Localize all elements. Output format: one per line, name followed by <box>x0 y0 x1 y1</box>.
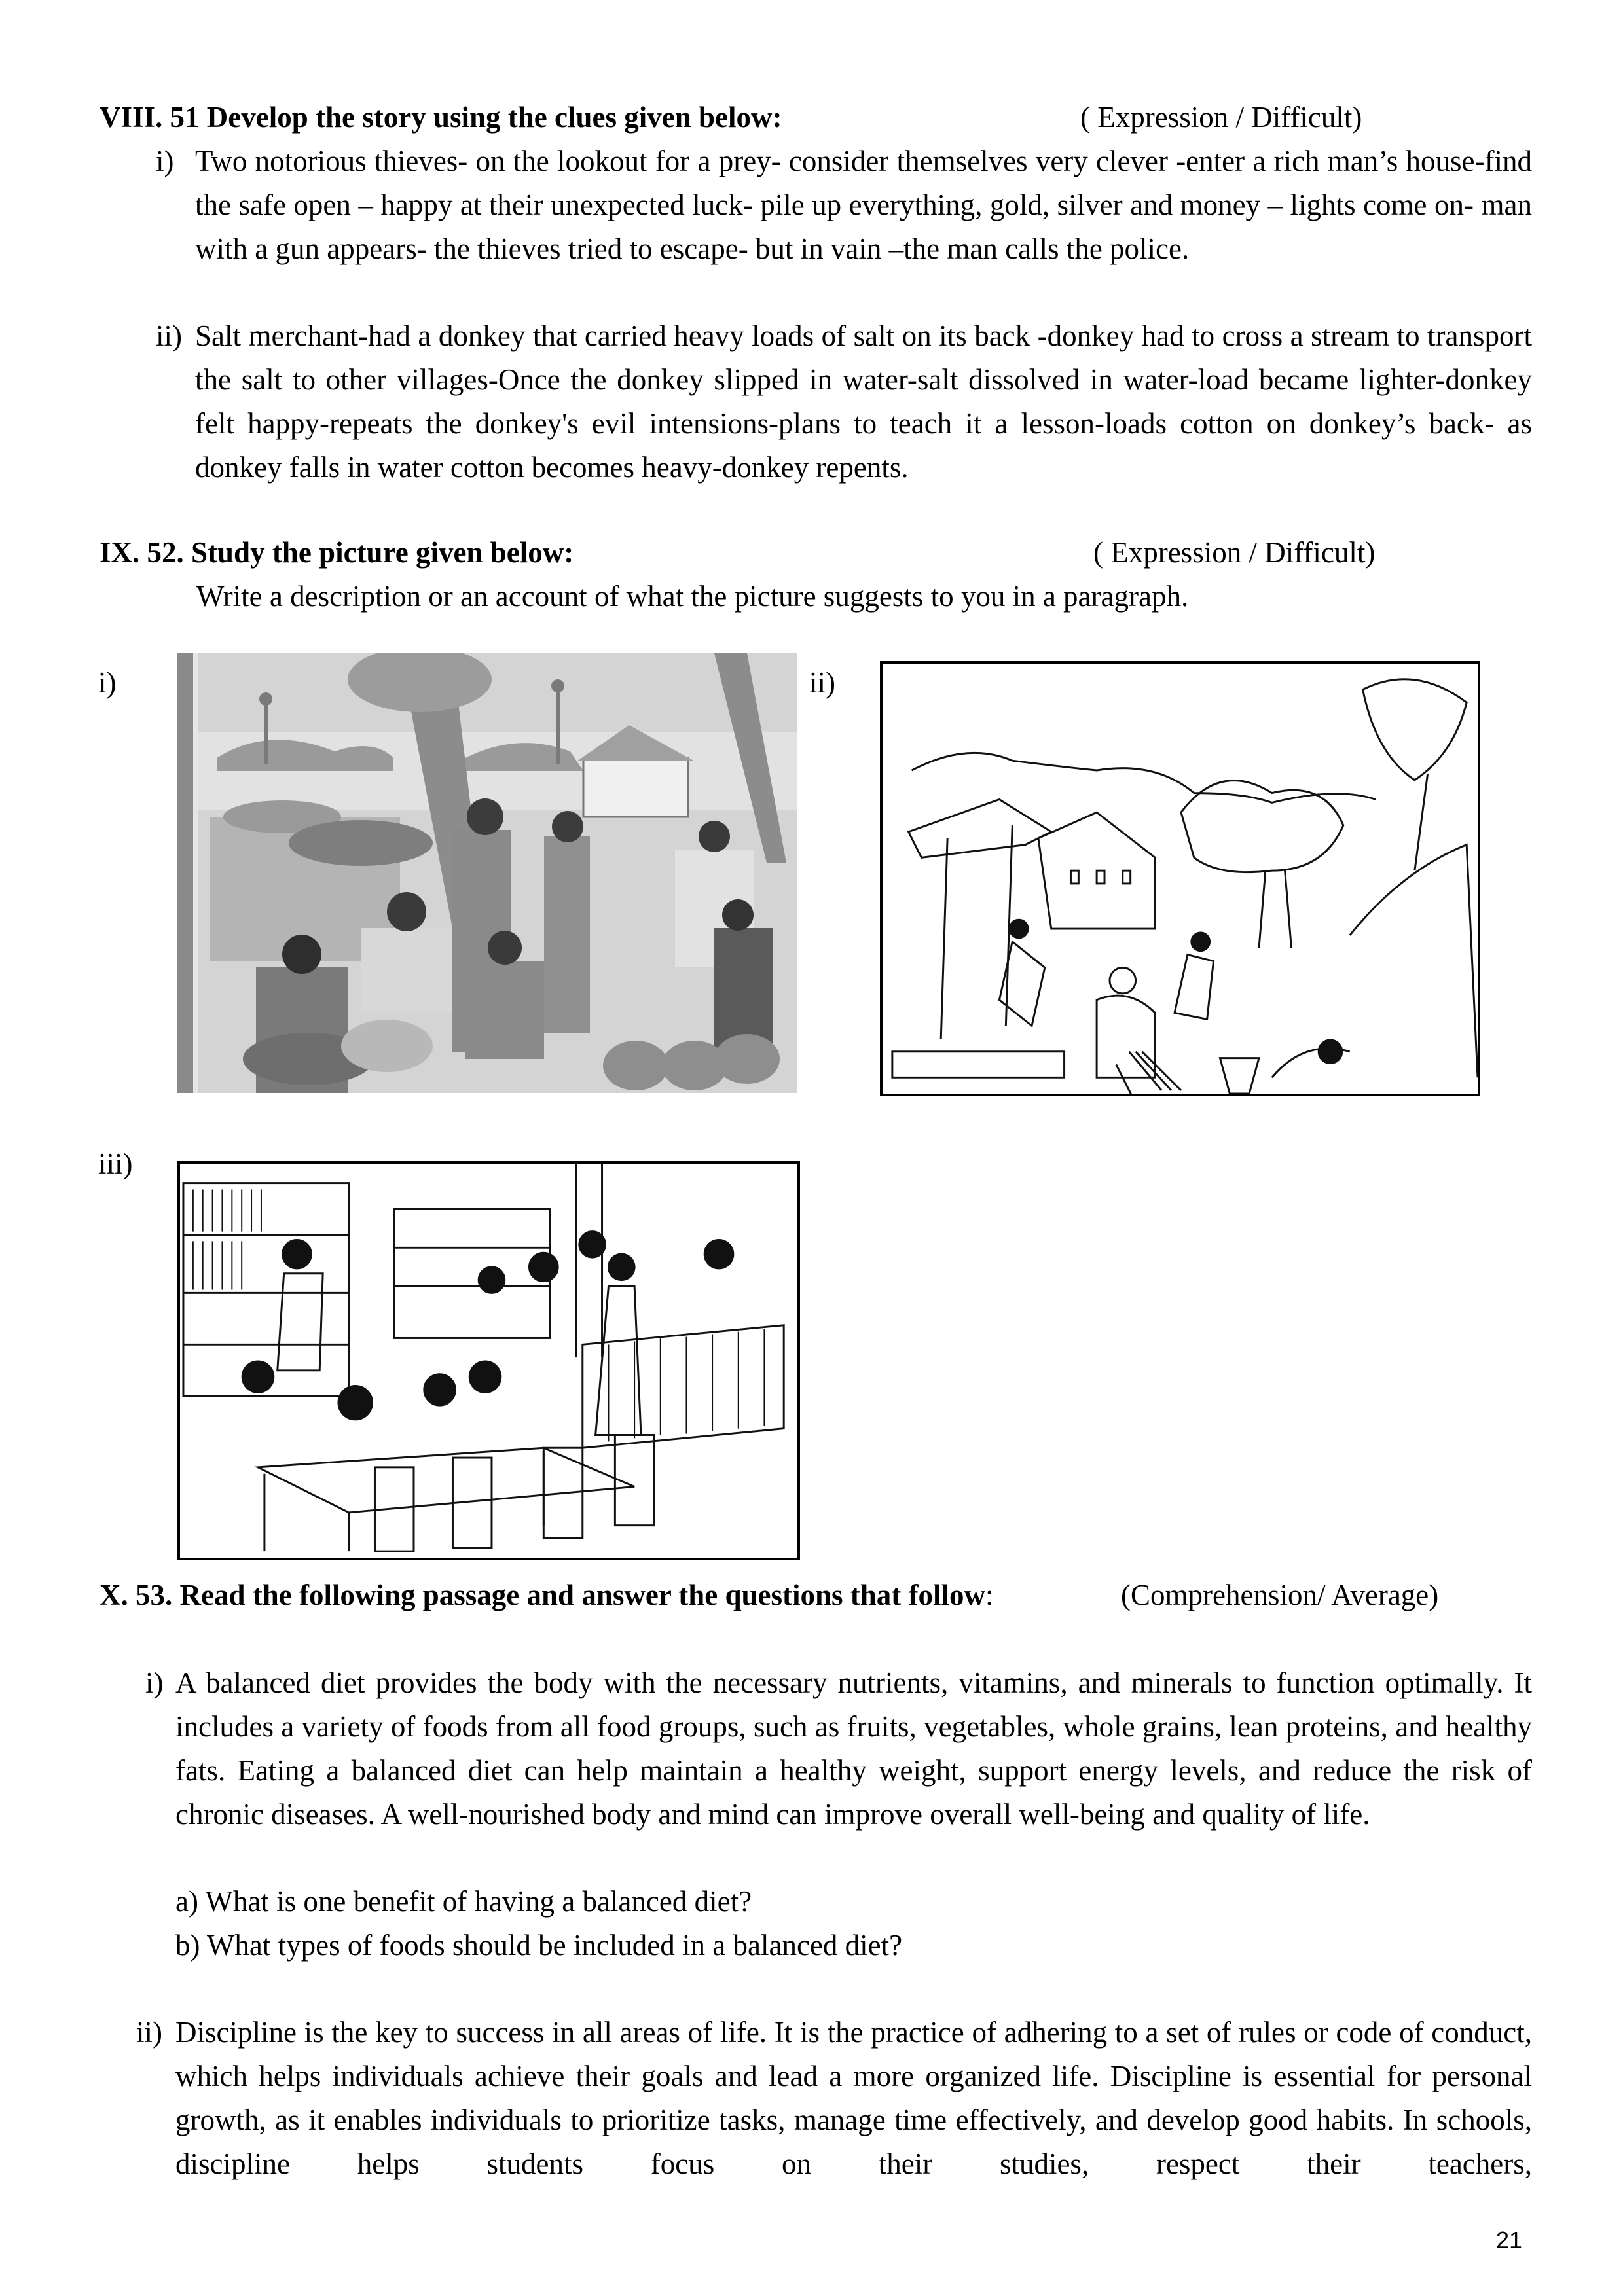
picture-label: i) <box>98 666 117 699</box>
library-scene-illustration <box>180 1164 797 1558</box>
cleaning-scene-illustration <box>883 664 1478 1094</box>
market-scene-picture <box>177 653 797 1093</box>
item-text: Salt merchant-had a donkey that carried heavy loads of salt on its back -donkey had to cross a stream to transport the salt to other villages-Once the donkey slipped in water-salt dissolved in water-load became lighter-donkey felt happy-repeats the donkey's evil intensions-plans to teach it a lesson-loads cotton on donkey’s back- as donkey falls in water cotton becomes heavy-donkey repents. <box>195 319 1532 484</box>
picture-label: iii) <box>98 1147 133 1180</box>
market-scene-illustration <box>177 653 797 1093</box>
section-x-heading-colon: : <box>985 1579 994 1611</box>
section-ix-tag: ( Expression / Difficult) <box>1093 536 1376 569</box>
passage-label: i) <box>145 1666 164 1699</box>
section-ix-instruction: Write a description or an account of what the picture suggests to you in a paragraph. <box>196 580 1189 613</box>
library-scene-picture <box>177 1161 800 1560</box>
picture-label: ii) <box>809 666 835 699</box>
passage-item <box>136 2011 1532 2186</box>
section-x-tag: (Comprehension/ Average) <box>1121 1579 1439 1611</box>
section-viii-tag: ( Expression / Difficult) <box>1080 101 1362 134</box>
section-x-heading-row <box>100 1573 994 1617</box>
question-a: a) What is one benefit of having a balanced diet? <box>175 1885 752 1918</box>
passage-item <box>145 1661 1532 1837</box>
section-viii-heading: VIII. 51 Develop the story using the clues given below: <box>100 101 782 134</box>
story-clue-item <box>156 314 1532 490</box>
page-number: 21 <box>1496 2227 1523 2253</box>
question-b: b) What types of foods should be included in a balanced diet? <box>175 1929 903 1962</box>
passage-label: ii) <box>136 2016 162 2049</box>
passage-text: A balanced diet provides the body with the necessary nutrients, vitamins, and minerals to function optimally. It includes a variety of foods from all food groups, such as fruits, vegetables, whole grains, lean proteins, and healthy fats. Eating a balanced diet can help maintain a healthy weight, support energy levels, and reduce the risk of chronic diseases. A well-nourished body and mind can improve overall well-being and quality of life. <box>175 1666 1532 1831</box>
section-x-heading: X. 53. Read the following passage and answer the questions that follow <box>100 1579 986 1611</box>
cleaning-scene-picture <box>880 661 1480 1096</box>
item-label: ii) <box>156 319 182 352</box>
item-text: Two notorious thieves- on the lookout for a prey- consider themselves very clever -enter a rich man’s house-find the safe open – happy at their unexpected luck- pile up everything, gold, silver and money – lights come on- man with a gun appears- the thieves tried to escape- but in vain –the man calls the police. <box>195 145 1532 265</box>
item-label: i) <box>156 145 174 177</box>
passage-text: Discipline is the key to success in all areas of life. It is the practice of adhering to a set of rules or code of conduct, which helps individuals achieve their goals and lead a more organized life. Discipline is essential for personal growth, as it enables individuals to prioritize tasks, manage time effectively, and develop good habits. In schools, discipline helps students focus on their studies, respect their teachers, <box>175 2016 1532 2180</box>
story-clue-item <box>156 139 1532 271</box>
section-ix-heading: IX. 52. Study the picture given below: <box>100 536 574 569</box>
